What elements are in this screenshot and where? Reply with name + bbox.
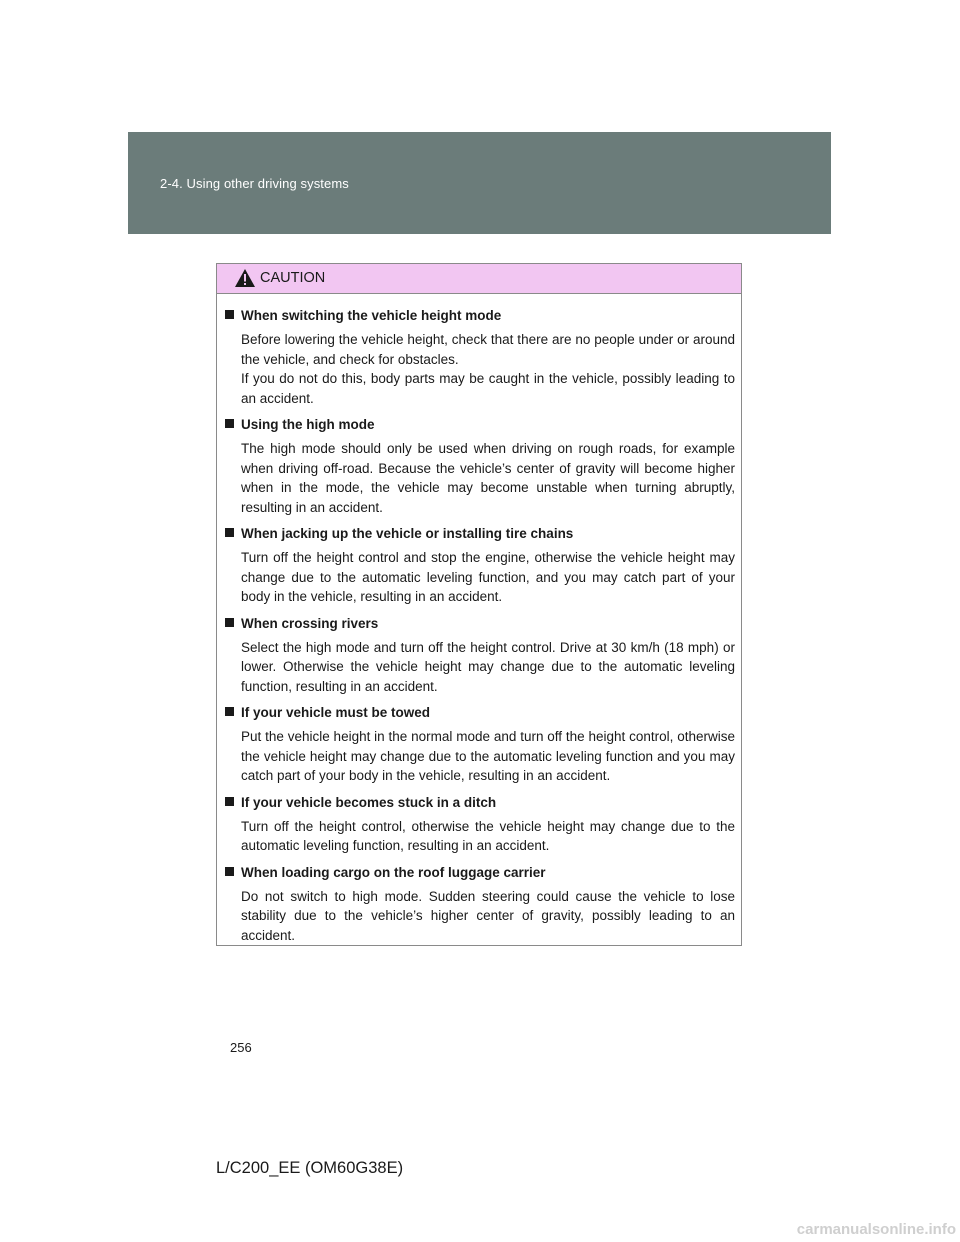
caution-item-title: When crossing rivers [225, 614, 735, 633]
caution-item-text: If you do not do this, body parts may be caught in the vehicle, possibly leading to an accident. [241, 371, 735, 406]
caution-item-text: Put the vehicle height in the normal mode and turn off the height control, otherwise the vehicle height may change due to the automatic leveling function and you may catch part of your body in the vehicle, resulting in an accident. [241, 729, 735, 783]
caution-item-text: Before lowering the vehicle height, check that there are no people under or around the vehicle, and check for obstacles. [241, 332, 735, 367]
square-bullet-icon [225, 797, 234, 806]
square-bullet-icon [225, 528, 234, 537]
watermark-text: carmanualsonline.info [796, 1221, 956, 1238]
caution-item [225, 415, 735, 517]
caution-item-title: If your vehicle must be towed [225, 703, 735, 722]
caution-box [216, 263, 742, 946]
caution-body [217, 294, 741, 945]
caution-item-title: When switching the vehicle height mode [225, 306, 735, 325]
section-header-band [128, 132, 831, 234]
caution-item-text: The high mode should only be used when driving on rough roads, for example when driving off-road. Because the vehicle’s center of gravity will become higher when in the mode, the vehicle may become unstable when turning abruptly, resulting in an accident. [241, 441, 735, 515]
section-title: 2-4. Using other driving systems [160, 176, 349, 191]
square-bullet-icon [225, 618, 234, 627]
caution-item-text: Turn off the height control, otherwise the vehicle height may change due to the automatic leveling function, resulting in an accident. [241, 818, 735, 853]
caution-item-title: Using the high mode [225, 415, 735, 434]
caution-item-title: If your vehicle becomes stuck in a ditch [225, 793, 735, 812]
caution-item-text: Turn off the height control and stop the engine, otherwise the vehicle height may change due to the automatic leveling function, and you may catch part of your body in the vehicle, resulting in an accident. [241, 550, 735, 604]
caution-header [217, 264, 741, 294]
caution-item-title: When loading cargo on the roof luggage carrier [225, 863, 735, 882]
caution-item [225, 703, 735, 786]
caution-item-title: When jacking up the vehicle or installing tire chains [225, 524, 735, 543]
caution-item-text: Select the high mode and turn off the height control. Drive at 30 km/h (18 mph) or lower. Otherwise the vehicle height may change due to the automatic leveling function, resulting in an accident. [241, 639, 735, 694]
caution-label: CAUTION [260, 270, 326, 286]
page-number: 256 [230, 1040, 252, 1055]
square-bullet-icon [225, 707, 234, 716]
document-code: L/C200_EE (OM60G38E) [216, 1159, 404, 1177]
caution-item [225, 306, 735, 408]
caution-item [225, 863, 735, 946]
caution-item [225, 793, 735, 856]
square-bullet-icon [225, 310, 234, 319]
caution-item-text: Do not switch to high mode. Sudden steering could cause the vehicle to lose stability due to the vehicle’s higher center of gravity, possibly leading to an accident. [241, 888, 735, 943]
square-bullet-icon [225, 867, 234, 876]
caution-item [225, 524, 735, 607]
watermark-logo [760, 1216, 960, 1242]
caution-item [225, 614, 735, 697]
warning-triangle-icon [234, 268, 256, 288]
square-bullet-icon [225, 419, 234, 428]
